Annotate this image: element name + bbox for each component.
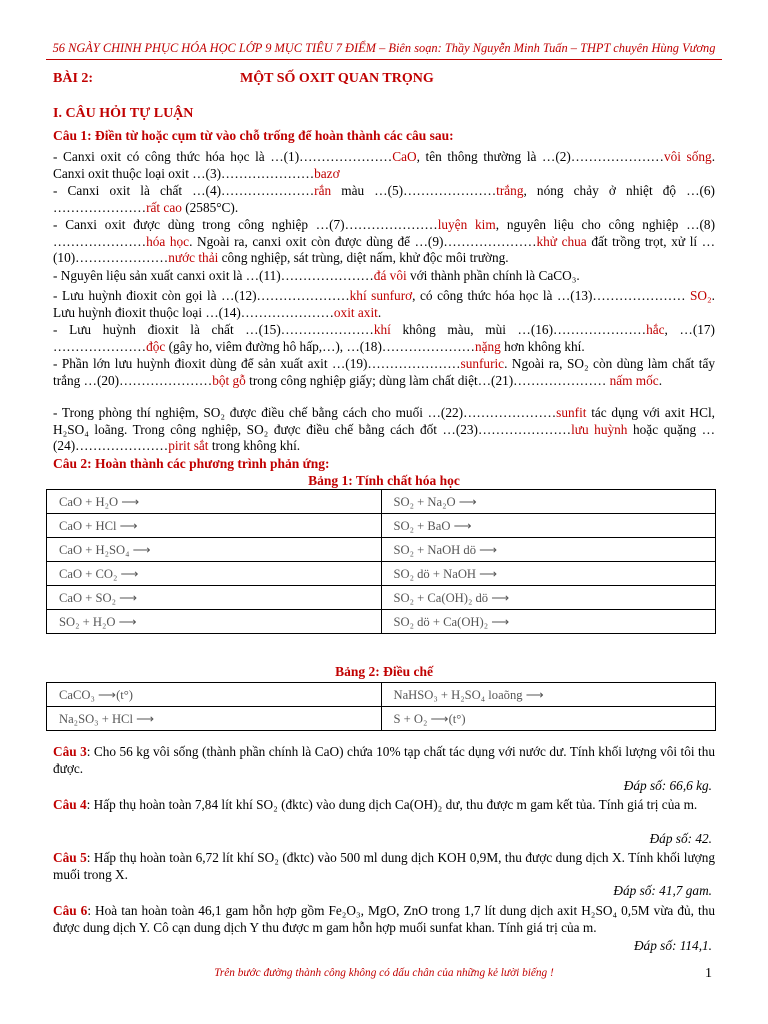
text: . [658, 372, 663, 388]
equation-cell: Na₂SO₃ + HCl ⟶ [47, 707, 382, 731]
equation-cell: CaO + H₂O ⟶ [47, 490, 382, 514]
answer-text: độc [146, 338, 166, 354]
question-1-heading: Câu 1: Điền từ hoặc cụm từ vào chỗ trống để hoàn thành các câu sau: [53, 128, 454, 143]
text: - Canxi oxit là chất …(4)………………… [53, 183, 315, 198]
table-2-title: Bảng 2: Điều chế [335, 664, 433, 679]
equation-cell: SO₂ dö + Ca(OH)₂ ⟶ [381, 610, 716, 634]
question-text: : Hoà tan hoàn toàn 46,1 gam hỗn hợp gồm Fe₂O₃, MgO, ZnO trong 1,7 lít dung dịch axit H₂SO₄ 0,5M vừa đủ, thu được dung dịch Y. Cô cạn dung dịch Y thu được m gam hỗn hợp muối sunfat khan. Tính giá trị của m. [53, 903, 715, 935]
equation-cell: SO₂ + Ca(OH)₂ dö ⟶ [381, 586, 716, 610]
answer-text: CaO [392, 149, 417, 164]
text: . [377, 304, 382, 320]
answer-text: khí [373, 322, 391, 337]
text: với thành phần chính là CaCO₃. [406, 268, 580, 283]
q1-paragraph-3 [53, 217, 715, 267]
answer-text: hắc [646, 322, 665, 337]
text: , …(17) ………………… [53, 322, 715, 354]
equation-cell: SO₂ + Na₂O ⟶ [381, 490, 716, 514]
equation-cell: SO₂ + NaOH dö ⟶ [381, 538, 716, 562]
text: . Canxi oxit thuộc loại oxit …(3)………………… [53, 149, 716, 181]
table-1-title: Bảng 1: Tính chất hóa học [308, 473, 460, 488]
equation-row [47, 683, 716, 707]
text: , nóng chảy ở nhiệt độ …(6) ………………… [53, 183, 715, 215]
equation-cell: CaO + SO₂ ⟶ [47, 586, 382, 610]
answer-text: trắng [496, 183, 524, 198]
answer-text: bột gỗ [212, 372, 246, 388]
answer-text: SO₂ [690, 288, 712, 303]
question-number: Câu 4 [53, 797, 87, 812]
q1-paragraph-8 [53, 405, 715, 455]
text: . Ngoài ra, SO₂ còn dùng làm chất tẩy trắng …(20)………………… [53, 356, 716, 388]
question-6 [53, 903, 715, 936]
page-footer: Trên bước đường thành công không có dấu chân của những kẻ lười biếng ! [214, 967, 554, 979]
answer-text: nước thải [168, 250, 219, 265]
equation-row [47, 610, 716, 634]
answer-text: khí sunfurơ [349, 288, 413, 303]
answer-text: rắn [314, 183, 332, 198]
answer-text: sunfit [556, 405, 587, 420]
q1-paragraph-5 [53, 288, 715, 321]
answer-text: sunfuric [460, 356, 505, 371]
equation-row [47, 538, 716, 562]
equation-cell: SO₂ dö + NaOH ⟶ [381, 562, 716, 586]
answer-text: đá vôi [373, 268, 407, 283]
text: . Lưu huỳnh đioxit thuộc loại …(14)………………… [53, 288, 715, 320]
answer-text: luyện kim [437, 217, 496, 232]
text: công nghiệp, sát trùng, diệt nấm, khử độc môi trường. [218, 250, 509, 265]
q1-paragraph-1 [53, 149, 715, 182]
text: - Trong phòng thí nghiệm, SO₂ được điều chế bằng cách cho muối …(22)………………… [53, 405, 557, 420]
question-number: Câu 5 [53, 850, 87, 865]
q1-paragraph-4 [53, 268, 715, 285]
answer-text: pirit sắt [168, 438, 209, 453]
answer-text: vôi sống [663, 149, 712, 164]
text: màu …(5)………………… [331, 183, 497, 198]
answer-text: bazơ [314, 165, 340, 181]
text: . Ngoài ra, canxi oxit còn được dùng để …(9)………………… [189, 233, 537, 249]
text: hơn không khí. [500, 338, 585, 354]
text: hoặc quặng …(24)………………… [53, 421, 716, 453]
equation-cell: CaO + HCl ⟶ [47, 514, 382, 538]
equation-row [47, 514, 716, 538]
text: - Canxi oxit được dùng trong công nghiệp …(7)………………… [53, 217, 438, 232]
answer-text: nặng [474, 338, 501, 354]
equation-cell: S + O₂ ⟶(t°) [381, 707, 716, 731]
q1-paragraph-6 [53, 322, 715, 355]
reaction-table-1 [46, 489, 716, 634]
equation-row [47, 490, 716, 514]
equation-row [47, 562, 716, 586]
equation-row [47, 707, 716, 731]
text: , nguyên liệu cho công nghiệp …(8) ………………… [53, 217, 716, 249]
text: - Lưu huỳnh đioxit còn gọi là …(12)………………… [53, 288, 350, 303]
page-number: 1 [705, 966, 712, 981]
equation-row [47, 586, 716, 610]
q1-paragraph-7 [53, 356, 715, 389]
q1-paragraph-2 [53, 183, 715, 216]
text: (gây ho, viêm đường hô hấp,…), …(18)………………… [165, 338, 475, 354]
answer-text: nấm mốc [609, 372, 659, 388]
text: - Phần lớn lưu huỳnh đioxit dùng để sản xuất axit …(19)………………… [53, 356, 461, 371]
lesson-label: BÀI 2: [53, 71, 94, 86]
question-3 [53, 744, 715, 777]
answer-text: rất cao [146, 199, 182, 215]
reaction-table-2 [46, 682, 716, 731]
answer-text: hóa học [146, 233, 190, 249]
answer-6: Đáp số: 114,1. [633, 938, 712, 953]
section-heading: I. CÂU HỎI TỰ LUẬN [53, 106, 194, 121]
equation-cell: CaO + CO₂ ⟶ [47, 562, 382, 586]
question-text: : Cho 56 kg vôi sống (thành phần chính là CaO) chứa 10% tạp chất tác dụng với nước dư. Tính khối lượng vôi tôi thu được. [53, 744, 715, 776]
text: , có công thức hóa học là …(13)………………… [412, 288, 691, 303]
equation-cell: CaO + H₂SO₄ ⟶ [47, 538, 382, 562]
question-text: : Hấp thụ hoàn toàn 7,84 lít khí SO₂ (đktc) vào dung dịch Ca(OH)₂ dư, thu được m gam kết tủa. Tính giá trị của m. [86, 797, 698, 812]
answer-text: khử chua [536, 233, 587, 249]
text: trong không khí. [208, 438, 301, 453]
question-2-heading: Câu 2: Hoàn thành các phương trình phản ứng: [53, 456, 330, 471]
lesson-title: MỘT SỐ OXIT QUAN TRỌNG [240, 71, 434, 86]
question-4 [53, 797, 715, 814]
text: - Canxi oxit có công thức hóa học là …(1)………………… [53, 149, 393, 164]
answer-5: Đáp số: 41,7 gam. [613, 883, 712, 898]
answer-text: lưu huỳnh [571, 421, 628, 437]
equation-cell: CaCO₃ ⟶(t°) [47, 683, 382, 707]
equation-cell: SO₂ + BaO ⟶ [381, 514, 716, 538]
text: trong công nghiệp giấy; dùng làm chất diệt…(21)………………… [245, 372, 610, 388]
text: không màu, mùi …(16)………………… [390, 322, 647, 337]
text: tác dụng với axit HCl, H₂SO₄ loãng. Trong công nghiệp, SO₂ được điều chế bằng cách đốt …(23)………………… [53, 405, 715, 437]
header-divider [46, 59, 722, 60]
text: , tên thông thường là …(2)………………… [416, 149, 664, 164]
question-5 [53, 850, 715, 883]
question-text: : Hấp thụ hoàn toàn 6,72 lít khí SO₂ (đktc) vào 500 ml dung dịch KOH 0,9M, thu được dung dịch X. Tính khối lượng muối trong X. [53, 850, 715, 882]
answer-3: Đáp số: 66,6 kg. [623, 778, 712, 793]
page-header: 56 NGÀY CHINH PHỤC HÓA HỌC LỚP 9 MỤC TIÊU 7 ĐIỂM – Biên soạn: Thầy Nguyễn Minh Tuấn – THPT chuyên Hùng Vương [52, 41, 716, 55]
answer-4: Đáp số: 42. [649, 831, 712, 846]
equation-cell: SO₂ + H₂O ⟶ [47, 610, 382, 634]
text: (2585°C). [181, 199, 239, 215]
equation-cell: NaHSO₃ + H₂SO₄ loaõng ⟶ [381, 683, 716, 707]
text: đất trồng trọt, xử lí …(10)………………… [53, 233, 715, 265]
text: - Lưu huỳnh đioxit là chất …(15)………………… [53, 322, 374, 337]
text: - Nguyên liệu sản xuất canxi oxit là …(11)………………… [53, 268, 374, 283]
question-number: Câu 3 [53, 744, 87, 759]
answer-text: oxit axit [333, 304, 378, 320]
question-number: Câu 6 [53, 903, 88, 918]
